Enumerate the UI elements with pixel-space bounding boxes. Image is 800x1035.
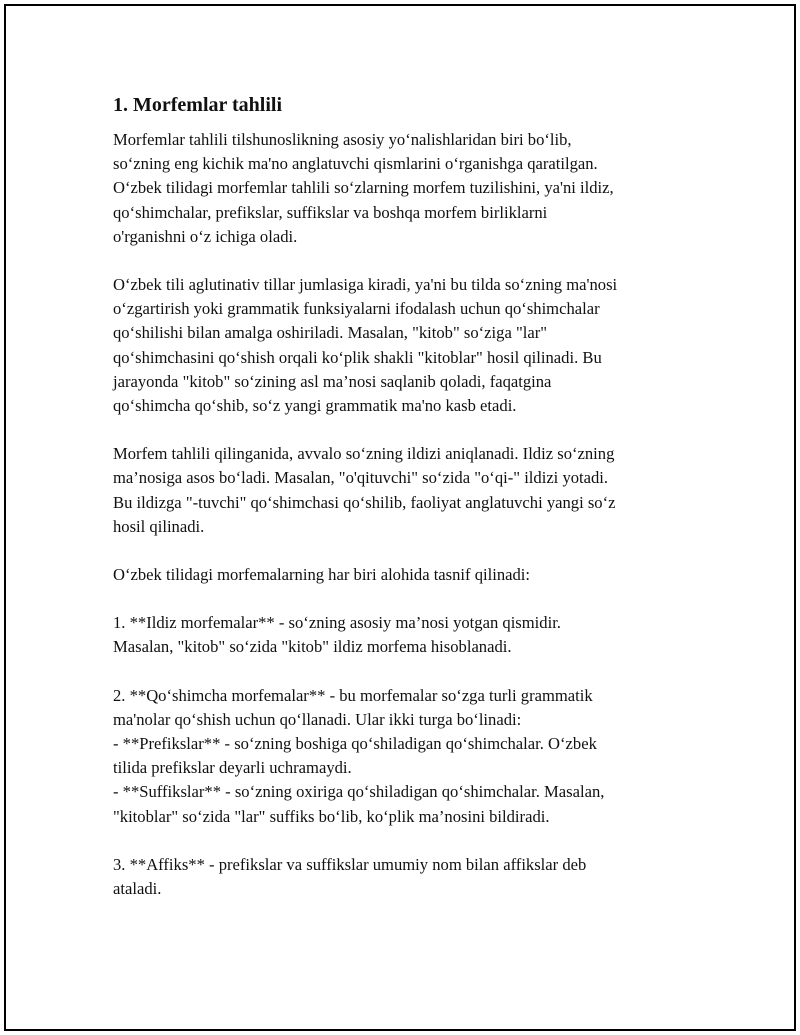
list-item-affix: 3. **Affiks** - prefikslar va suffikslar umumiy nom bilan affikslar deb ataladi. [113,854,587,899]
paragraph-root-analysis: Morfem tahlili qilinganida, avvalo so‘zning ildizi aniqlanadi. Ildiz so‘zning ma’nosiga asos bo‘ladi. Masalan, "o'qituvchi" so‘zida "o‘qi-" ildizi yotadi. Bu ildizga "-tuvchi" qo‘shimchasi qo‘shilib, faoliyat anglatuvchi yangi so‘z hosil qilinadi. [113,444,616,536]
section-heading: 1. Morfemlar tahlili [113,94,283,116]
paragraph-classification-intro: O‘zbek tilidagi morfemalarning har biri alohida tasnif qilinadi: [113,565,531,585]
document-body [113,92,693,925]
list-item-root-morphemes: 1. **Ildiz morfemalar** - so‘zning asosiy ma’nosi yotgan qismidir. Masalan, "kitob" so‘zida "kitob" ildiz morfema hisoblanadi. [113,613,561,657]
list-item-affix-morphemes: 2. **Qo‘shimcha morfemalar** - bu morfemalar so‘zga turli grammatik ma'nolar qo‘shish uchun qo‘llanadi. Ular ikki turga bo‘linadi: - **Prefikslar** - so‘zning boshiga qo‘shiladigan qo‘shimchalar. O‘zbek tilida prefikslar deyarli uchramaydi. - **Suffikslar** - so‘zning oxiriga qo‘shiladigan qo‘shimchalar. Masalan, "kitoblar" so‘zida "lar" suffiks bo‘lib, ko‘plik ma’nosini bildiradi. [113,685,605,826]
paragraph-intro: Morfemlar tahlili tilshunoslikning asosiy yo‘nalishlaridan biri bo‘lib, so‘zning eng kichik ma'no anglatuvchi qismlarini o‘rganishga qaratilgan. O‘zbek tilidagi morfemlar tahlili so‘zlarning morfem tuzilishini, ya'ni ildiz, qo‘shimchalar, prefikslar, suffikslar va boshqa morfem birliklarni o'rganishni o‘z ichiga oladi. [113,130,614,246]
paragraph-agglutinative: O‘zbek tili aglutinativ tillar jumlasiga kiradi, ya'ni bu tilda so‘zning ma'nosi o‘zgartirish yoki grammatik funksiyalarni ifodalash uchun qo‘shimchalar qo‘shilishi bilan amalga oshiriladi. Masalan, "kitob" so‘ziga "lar" qo‘shimchasini qo‘shish orqali ko‘plik shakli "kitoblar" hosil qilinadi. Bu jarayonda "kitob" so‘zining asl ma’nosi saqlanib qoladi, faqatgina qo‘shimcha qo‘shib, so‘z yangi grammatik ma'no kasb etadi. [113,275,618,416]
